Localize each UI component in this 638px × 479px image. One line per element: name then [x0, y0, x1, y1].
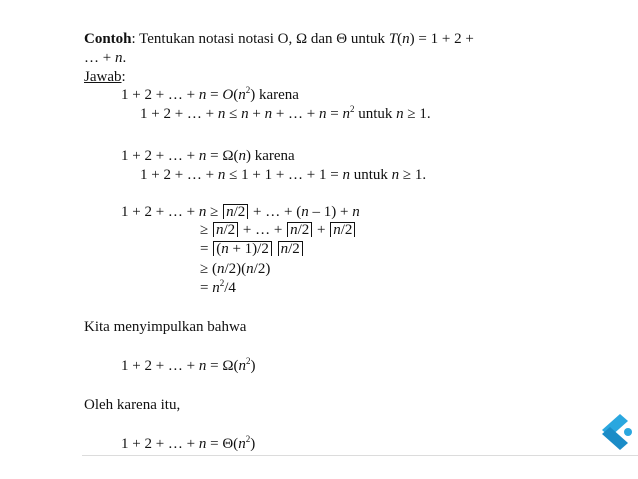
text-run: /2)( [224, 261, 247, 277]
text-run: n [391, 167, 400, 183]
text-run: = [326, 106, 343, 122]
example-line-2 [84, 49, 126, 67]
text-run: + … + [272, 106, 320, 122]
text-run: n [198, 87, 207, 103]
text-run: n [217, 106, 226, 122]
text-run: ) karena [250, 87, 299, 103]
text-run: + … + [239, 222, 287, 238]
text-run: T [388, 31, 398, 47]
example-line-1 [84, 30, 474, 48]
ceil-step-2 [200, 221, 356, 239]
text-run: n [198, 358, 207, 374]
text-run: ≥ 1. [403, 106, 431, 122]
text-run: 2 [219, 278, 225, 288]
text-run: 2 [246, 356, 251, 366]
text-run: /4 [224, 280, 236, 296]
text-run: ) [250, 358, 256, 374]
omega-result [121, 357, 256, 375]
text-run: ≤ 1 + 1 + … + 1 = [225, 167, 343, 183]
ceiling-expression: n/2 [223, 204, 248, 219]
text-run: ≤ [225, 106, 242, 122]
text-run: = Θ( [206, 436, 239, 452]
text-run: n [264, 106, 273, 122]
text-run: 2 [245, 434, 251, 444]
text-run: n [396, 106, 404, 122]
text-run: n [402, 31, 410, 47]
text-run: + [313, 222, 330, 238]
text-run: n [238, 148, 246, 164]
text-run: n [319, 106, 327, 122]
text-run: n [198, 436, 207, 452]
text-run: 2 [245, 85, 251, 95]
ceil-step-5 [200, 279, 236, 297]
theta-result [121, 435, 255, 453]
text-run: = [206, 87, 223, 103]
text-run: ) karena [246, 148, 295, 164]
text-run: n [238, 87, 246, 103]
text-run: . [122, 50, 127, 66]
text-run [273, 241, 277, 257]
ceiling-expression: n/2 [278, 241, 303, 256]
conclude-intro [84, 318, 246, 336]
text-run: = [200, 280, 213, 296]
ceiling-expression: n/2 [287, 222, 312, 237]
big-o-claim [121, 86, 299, 104]
text-run: n [301, 204, 309, 220]
text-run: + … + ( [249, 204, 302, 220]
omega-claim [121, 147, 295, 165]
chevron-logo-icon [590, 410, 634, 454]
text-run: ≥ 1. [399, 167, 427, 183]
ceil-step-4 [200, 260, 270, 278]
text-run: n [241, 106, 249, 122]
text-run: … + [84, 50, 115, 66]
text-run: ) [250, 436, 256, 452]
text-run: = Ω( [206, 148, 239, 164]
text-run: ≥ [200, 222, 212, 238]
text-run: n [217, 167, 226, 183]
therefore-intro [84, 396, 180, 414]
text-run: n [238, 358, 246, 374]
text-run: – 1) + [308, 204, 353, 220]
text-run: n [342, 106, 350, 122]
text-run: Contoh [84, 31, 132, 47]
text-run: = [200, 241, 213, 257]
text-run: 2 [349, 104, 355, 114]
text-run: untuk [354, 106, 397, 122]
text-run: n [198, 148, 207, 164]
text-run: 1 + 2 + … + [121, 358, 199, 374]
text-run: n [352, 204, 360, 220]
text-run: untuk [349, 167, 392, 183]
text-run: 1 + 2 + … + [140, 167, 218, 183]
text-run: Oleh karena itu, [84, 397, 181, 413]
text-run: n [246, 261, 254, 277]
big-o-proof [140, 105, 431, 123]
text-run: /2) [253, 261, 271, 277]
text-run: n [114, 50, 123, 66]
text-run: ( [397, 31, 403, 47]
text-run: n [342, 167, 350, 183]
text-run: ≥ [206, 204, 223, 220]
text-run: n [216, 261, 225, 277]
text-run: 1 + 2 + … + [121, 436, 199, 452]
ceil-step-1 [121, 203, 360, 221]
ceiling-expression: n/2 [330, 222, 355, 237]
text-run: : Tentukan notasi notasi O, Ω dan Θ untuk [131, 31, 389, 47]
text-run: n [212, 280, 220, 296]
text-run: 1 + 2 + … + [140, 106, 218, 122]
text-run: 1 + 2 + … + [121, 204, 199, 220]
text-run: + [248, 106, 265, 122]
omega-proof [140, 166, 426, 184]
text-run: = Ω( [206, 358, 239, 374]
footer-divider [82, 455, 638, 456]
text-run: n [198, 204, 207, 220]
text-run: ≥ ( [200, 261, 217, 277]
answer-label [84, 68, 126, 86]
text-run: Kita menyimpulkan bahwa [84, 319, 247, 335]
text-run: Jawab [84, 69, 122, 85]
text-run: O [222, 87, 234, 103]
text-run: n [238, 436, 246, 452]
text-run: 1 + 2 + … + [121, 148, 199, 164]
text-run: 1 + 2 + … + [121, 87, 199, 103]
text-run: : [121, 69, 126, 85]
ceiling-expression: n/2 [213, 222, 238, 237]
ceil-step-3 [200, 240, 304, 258]
text-run: ( [233, 87, 239, 103]
text-run: ) = 1 + 2 + [409, 31, 474, 47]
ceiling-expression: (n + 1)/2 [213, 241, 272, 256]
